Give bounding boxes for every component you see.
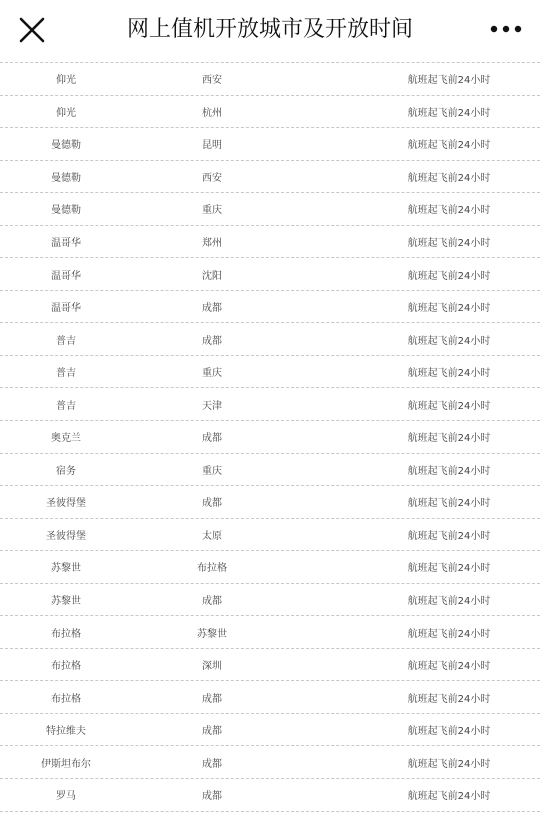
checkin-open-time: 航班起飞前24小时 (407, 75, 491, 87)
checkin-open-time: 航班起飞前24小时 (407, 368, 491, 380)
arrival-city: 成都 (202, 758, 222, 770)
more-button[interactable] (486, 14, 526, 44)
table-row (0, 649, 540, 682)
departure-city: 仰光 (56, 107, 76, 119)
departure-city: 普吉 (56, 368, 76, 380)
table-row (0, 616, 540, 649)
arrival-city: 成都 (202, 335, 222, 347)
table-row (0, 486, 540, 519)
table-row (0, 226, 540, 259)
nav-bar (0, 0, 540, 62)
arrival-city: 沈阳 (202, 270, 222, 282)
table-row (0, 746, 540, 779)
departure-city: 苏黎世 (51, 596, 81, 608)
departure-city: 布拉格 (51, 628, 81, 640)
arrival-city: 太原 (202, 530, 222, 542)
departure-city: 仰光 (56, 75, 76, 87)
checkin-open-time: 航班起飞前24小时 (407, 205, 491, 217)
table-row (0, 161, 540, 194)
city-table (0, 62, 540, 812)
arrival-city: 重庆 (202, 368, 222, 380)
arrival-city: 深圳 (202, 661, 222, 673)
checkin-open-time: 航班起飞前24小时 (407, 726, 491, 738)
arrival-city: 成都 (202, 433, 222, 445)
table-row (0, 454, 540, 487)
departure-city: 温哥华 (51, 238, 81, 249)
checkin-open-time: 航班起飞前24小时 (407, 400, 491, 412)
table-row (0, 323, 540, 356)
table-row (0, 128, 540, 161)
departure-city: 普吉 (56, 335, 76, 347)
arrival-city: 成都 (202, 693, 222, 705)
arrival-city: 苏黎世 (197, 628, 227, 640)
arrival-city: 昆明 (202, 140, 222, 152)
checkin-open-time: 航班起飞前24小时 (407, 628, 491, 640)
checkin-open-time: 航班起飞前24小时 (407, 107, 491, 119)
table-row (0, 681, 540, 714)
departure-city: 罗马 (56, 791, 76, 803)
checkin-open-time: 航班起飞前24小时 (407, 661, 491, 673)
arrival-city: 成都 (202, 498, 222, 510)
table-row (0, 584, 540, 617)
departure-city: 曼德勒 (51, 140, 81, 152)
departure-city: 温哥华 (51, 270, 81, 282)
departure-city: 曼德勒 (51, 205, 81, 217)
more-horizontal-icon (490, 25, 522, 33)
close-button[interactable] (14, 12, 50, 48)
page-title: 网上值机开放城市及开放时间 (126, 17, 413, 42)
checkin-open-time: 航班起飞前24小时 (407, 498, 491, 510)
departure-city: 伊斯坦布尔 (41, 758, 91, 770)
arrival-city: 成都 (202, 303, 222, 315)
checkin-open-time: 航班起飞前24小时 (407, 238, 491, 249)
departure-city: 曼德勒 (51, 172, 81, 184)
checkin-open-time: 航班起飞前24小时 (407, 270, 491, 282)
table-row (0, 519, 540, 552)
arrival-city: 布拉格 (197, 563, 227, 575)
arrival-city: 西安 (202, 75, 222, 87)
table-row (0, 291, 540, 324)
arrival-city: 成都 (202, 596, 222, 608)
table-row (0, 258, 540, 291)
checkin-open-time: 航班起飞前24小时 (407, 335, 491, 347)
departure-city: 布拉格 (51, 693, 81, 705)
close-icon (19, 17, 45, 43)
arrival-city: 天津 (202, 400, 222, 412)
table-row (0, 714, 540, 747)
arrival-city: 成都 (202, 791, 222, 803)
departure-city: 温哥华 (51, 303, 81, 315)
checkin-open-time: 航班起飞前24小时 (407, 693, 491, 705)
arrival-city: 重庆 (202, 205, 222, 217)
checkin-open-time: 航班起飞前24小时 (407, 140, 491, 152)
departure-city: 圣彼得堡 (46, 498, 86, 510)
departure-city: 苏黎世 (51, 563, 81, 575)
arrival-city: 西安 (202, 172, 222, 184)
table-row (0, 421, 540, 454)
arrival-city: 重庆 (202, 465, 222, 477)
departure-city: 特拉维夫 (46, 726, 86, 738)
checkin-open-time: 航班起飞前24小时 (407, 758, 491, 770)
checkin-open-time: 航班起飞前24小时 (407, 791, 491, 803)
table-row (0, 96, 540, 129)
checkin-open-time: 航班起飞前24小时 (407, 433, 491, 445)
checkin-open-time: 航班起飞前24小时 (407, 465, 491, 477)
departure-city: 布拉格 (51, 661, 81, 673)
checkin-open-time: 航班起飞前24小时 (407, 563, 491, 575)
departure-city: 宿务 (56, 465, 76, 477)
checkin-open-time: 航班起飞前24小时 (407, 530, 491, 542)
table-row (0, 63, 540, 96)
departure-city: 普吉 (56, 400, 76, 412)
table-row (0, 551, 540, 584)
checkin-open-time: 航班起飞前24小时 (407, 596, 491, 608)
table-row (0, 388, 540, 421)
arrival-city: 成都 (202, 726, 222, 738)
checkin-open-time: 航班起飞前24小时 (407, 172, 491, 184)
table-row (0, 193, 540, 226)
departure-city: 圣彼得堡 (46, 530, 86, 542)
arrival-city: 杭州 (202, 107, 222, 119)
checkin-open-time: 航班起飞前24小时 (407, 303, 491, 315)
arrival-city: 郑州 (202, 238, 222, 249)
table-row (0, 779, 540, 812)
table-row (0, 356, 540, 389)
departure-city: 奥克兰 (51, 433, 81, 445)
